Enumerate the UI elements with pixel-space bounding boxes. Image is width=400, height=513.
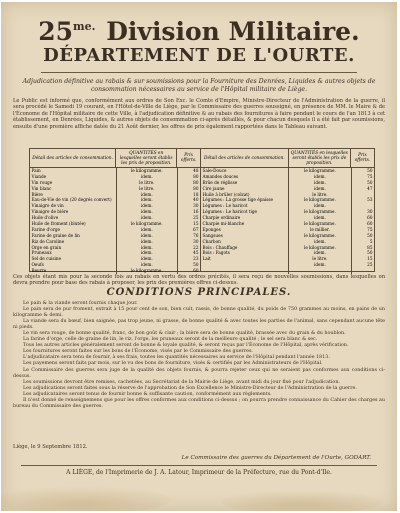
cell-unit: idem. [289, 262, 351, 268]
cell-item: Brûe de réglisse [201, 180, 289, 186]
cell-item: Amandes douces [201, 174, 289, 180]
cell-price: 48 [193, 168, 199, 173]
division-label: Division Militaire. [106, 17, 360, 46]
cell-unit: idem. [117, 239, 178, 245]
conditions-list [13, 301, 385, 410]
cell-price: 23 [193, 256, 199, 262]
cell-item: Sangsues [201, 233, 289, 239]
cell-price: 45 [193, 250, 199, 256]
cell-unit: le litre. [117, 186, 178, 192]
cell-item: Légumes : Le haricot [201, 203, 289, 209]
intro-paragraph: Le Public est informé que, conformément aux ordres de Son Exc. le Comte d'Empire, Ministre-Directeur de l'Administration de la guerre, il sera procédé le Samedi 19 courant, en l'Hôtel-de-Ville de Liège, par le Commissaire des guerres soussigné, en présence de MM. le Maire & de l'Économe de l'Hôpital militaire de cette Ville, à l'adjudication définitive & au rabais des fournitures à faire pendant le cours de l'an 1813 à cet établissement, en Denrées, Liquides, & autres objets de consommation ci-après détaillés, & pour chacun desquels il a été fait par soumissions, ensuite d'une première affiche datée du 21 Août dernier, les offres de prix également rapportées dans le Tableau suivant. [13, 98, 385, 130]
cell-item: Eponges [201, 227, 289, 233]
cell-item: Oeufs [30, 262, 117, 268]
price-table-right [200, 148, 375, 272]
signature-line: Le Commissaire des guerres du Département de l'Ourte, GODART. [181, 455, 371, 461]
cell-price: 22 [193, 244, 199, 250]
cell-price: 25 [367, 262, 373, 268]
issue-date: Liège, le 9 Septembre 1812. [13, 444, 88, 450]
condition-item: Le Commissaire des guerres sera juge de la qualité des objets fournis, & pourra rejeter ceux qui ne seraient pas conformes aux conditions ci-dessus. [13, 367, 385, 379]
cell-unit: idem. [117, 197, 178, 203]
cell-price: 80 [193, 179, 199, 185]
cell-item: Vin rouge [30, 180, 117, 186]
cell-unit: le litre. [117, 180, 178, 186]
cell-price: 30 [193, 238, 199, 244]
cell-item: Eau-de-Vie de vin (20 degrés convert) [30, 197, 117, 203]
col-detail-header: Détail des articles de consommation. [201, 149, 289, 167]
cell-unit: idem. [117, 256, 178, 262]
condition-item: Les adjudications seront faites sous la réserve de l'approbation de Son Excellence le Ministre-Directeur de l'Administration de la guerre. [23, 385, 357, 391]
cell-price: 60 [367, 215, 373, 221]
table-body [30, 168, 200, 274]
condition-item: Les soumissions devront être remises, cachetées, au Secrétariat de la Mairie de Liège, avant midi du jour fixé pour l'adjudication. [23, 379, 340, 385]
cell-item: Charbon [201, 239, 289, 245]
cell-price: 25 [193, 215, 199, 221]
cell-price: 15 [367, 256, 373, 262]
cell-unit: le kilogramme. [289, 197, 351, 203]
cell-price: 75 [367, 226, 373, 232]
cell-unit: idem. [289, 239, 351, 245]
cell-item: Lait [201, 256, 289, 262]
cell-unit: le kilogramme. [117, 168, 178, 174]
cell-item: Sale-Douce [201, 168, 289, 174]
col-price-header: Prix offerts. [180, 153, 197, 163]
cell-price: 50 [367, 179, 373, 185]
cell-unit: idem. [117, 209, 178, 215]
cell-item: Pain [30, 168, 117, 174]
poster-sheet [1, 2, 397, 511]
cell-unit: idem. [117, 250, 178, 256]
cell-unit: idem. [289, 186, 351, 192]
cell-unit: idem. [289, 203, 351, 209]
cell-unit: idem. [117, 174, 178, 180]
cell-price: 50 [367, 168, 373, 173]
cell-price: 50 [367, 232, 373, 238]
cell-price: 16 [193, 209, 199, 215]
cell-item: Vinaigre de bière [30, 209, 117, 215]
cell-unit: le kilogramme. [289, 233, 351, 239]
cell-unit: idem. [117, 192, 178, 198]
paper-stain [1, 482, 397, 511]
cell-price: 60 [193, 268, 199, 274]
department-title: DÉPARTEMENT DE L'OURTE. [43, 45, 355, 66]
cell-item: Bière [30, 192, 117, 198]
condition-item: Le vin sera rouge, de bonne qualité, franc, de bon goût & clair ; la bière sera de bonne qualité, brassée avec du grain & du houblon. [23, 331, 346, 337]
division-number: 25 [38, 17, 74, 46]
price-table-left [29, 148, 201, 272]
division-title [13, 12, 385, 47]
cell-unit: le millier. [289, 227, 351, 233]
division-superscript: me. [73, 20, 96, 33]
cell-item: Charpie ordinaire [201, 215, 289, 221]
cell-item: Légumes : La grosse tige épaisse [201, 197, 289, 203]
col-price-header: Prix offerts. [354, 153, 371, 163]
condition-item: Tous les autres articles généralement seront de bonne & loyale qualité, & seront reçus par l'Économe de l'Hôpital, après vérification. [23, 343, 349, 349]
cell-item: Bois : Fagots [201, 250, 289, 256]
cell-unit: le kilogramme. [289, 245, 351, 251]
cell-item: Farine de graine de lin [30, 233, 117, 239]
cell-unit: idem. [289, 180, 351, 186]
cell-item: Vinaigre de vin [30, 203, 117, 209]
condition-item: Les fournitures seront faites sur les bons de l'Économe, visés par le Commissaire des guerres. [23, 349, 253, 355]
col-detail-header: Détail des articles de consommation. [30, 149, 116, 167]
cell-item: Cire jaune [201, 186, 289, 192]
condition-item: La viande sera du bœuf, bien saignée, pas trop jeune, ni grasse, de bonne qualité & avec toutes les parties de l'animal, sans cependant aucune tête ni pieds. [13, 319, 385, 331]
cell-item: Riz de Caroline [30, 239, 117, 245]
cell-item: Bois : Chauffage [201, 245, 289, 251]
cell-price: 18 [193, 191, 199, 197]
cell-price: 50 [193, 262, 199, 268]
cell-item: Huile à brûler (colzat) [201, 192, 289, 198]
cell-item: Huile d'olive [30, 215, 117, 221]
cell-item: Beurre [30, 268, 117, 274]
cell-unit: le kilogramme. [289, 168, 351, 174]
cell-price: 67 [193, 226, 199, 232]
cell-unit: idem. [117, 215, 178, 221]
cell-price: 40 [193, 197, 199, 203]
cell-price: 30 [193, 203, 199, 209]
condition-item: La farine d'orge, celle de graine de lin, le riz, l'orge, les pruneaux seront de la meilleure qualité ; le sel sera blanc & sec. [23, 337, 318, 343]
cell-price: 85 [367, 244, 373, 250]
cell-price: 30 [367, 209, 373, 215]
cell-price: 60 [367, 221, 373, 227]
cell-unit: le kilogramme. [117, 268, 178, 274]
cell-unit: idem. [117, 203, 178, 209]
table-header [30, 149, 200, 168]
adjudication-heading: Adjudication définitive au rabais & sur soumissions pour la Fourniture des Denrées, Liquides & autres objets de consommation nécessaires au service de l'Hôpital militaire de Liège. [22, 78, 376, 93]
condition-item: Les adjudicataires seront tenus de fournir bonne & suffisante caution, conformément aux règlements. [23, 391, 272, 397]
cell-price: 53 [367, 197, 373, 203]
condition-item: Le pain & la viande seront fournis chaque jour. [23, 301, 138, 306]
cell-item: Huile de froment (blutée) [30, 221, 117, 227]
cell-price: 15 [193, 221, 199, 227]
condition-item: Le pain sera de pur froment, extrait à 15 pour cent de son, bien cuit, rassis, de bonne qualité, du poids de 750 grammes au moins, en pains de un kilogramme & demi. [13, 307, 385, 319]
cell-price: 75 [367, 173, 373, 179]
cell-unit: le litre. [289, 192, 351, 198]
cell-item: Pruneaux [30, 250, 117, 256]
cell-price: 50 [367, 250, 373, 256]
cell-item: Vin blanc [30, 186, 117, 192]
cell-unit: idem. [117, 227, 178, 233]
cell-item: Sel de cuisine [30, 256, 117, 262]
printer-imprint: A LIÈGE, de l'Imprimerie de J. A. Latour, Imprimeur de la Préfecture, rue du Pont-d'Ile. [66, 469, 332, 476]
cell-price: 47 [367, 185, 373, 191]
cell-unit: idem. [117, 262, 178, 268]
cell-unit: idem. [289, 215, 351, 221]
table-header [201, 149, 374, 168]
cell-item: Légumes : Le haricot tige [201, 209, 289, 215]
cell-item: Charpie mi-blanche [201, 221, 289, 227]
rebid-note: Ces objets étant mis pour la seconde fois au rabais en vertu des ordres précités, il sera reçu de nouvelles soumissions, dans lesquelles on devra prendre pour base des rabais à proposer, les prix des premières offres ci-dessus. [13, 274, 385, 287]
cell-unit: idem. [117, 233, 178, 239]
cell-unit: le litre. [289, 256, 351, 262]
condition-item: Il n'est donné de renseignemens que pour les offres conformes aux conditions ci-dessus ; on pourra prendre connaissance du Cahier des charges au bureau du Commissaire des guerres. [13, 397, 385, 409]
cell-item: Farine d'orge [30, 227, 117, 233]
cell-price: 80 [193, 185, 199, 191]
cell-unit: idem. [117, 245, 178, 251]
cell-price: 76 [193, 232, 199, 238]
divider [41, 72, 357, 73]
cell-unit: le kilogramme. [117, 221, 178, 227]
cell-unit: le kilogramme. [289, 221, 351, 227]
condition-item: L'adjudicataire sera tenu de fournir, à ses frais, toutes les quantités nécessaires au service de l'Hôpital pendant l'année 1813. [23, 355, 330, 361]
table-body [201, 168, 374, 274]
col-qty-header: QUANTITÉS en lesquelles seront établis les prix de proposition. [116, 149, 177, 167]
cell-price: 80 [193, 173, 199, 179]
cell-item: Viande [30, 174, 117, 180]
cell-price: 5 [369, 238, 373, 244]
cell-unit: idem. [289, 250, 351, 256]
cell-item: Orge en grain [30, 245, 117, 251]
cell-unit: le kilogramme. [289, 209, 351, 215]
conditions-title: CONDITIONS PRINCIPALES. [106, 287, 292, 298]
col-qty-header: QUANTITÉS en lesquelles seront établis les prix de proposition. [289, 149, 351, 167]
divider [21, 465, 377, 466]
condition-item: Les payemens seront faits par mois, sur le vu des bons de fourniture, visés & certifiés par les Administrateurs de l'Hôpital. [23, 361, 323, 367]
cell-unit: idem. [289, 174, 351, 180]
